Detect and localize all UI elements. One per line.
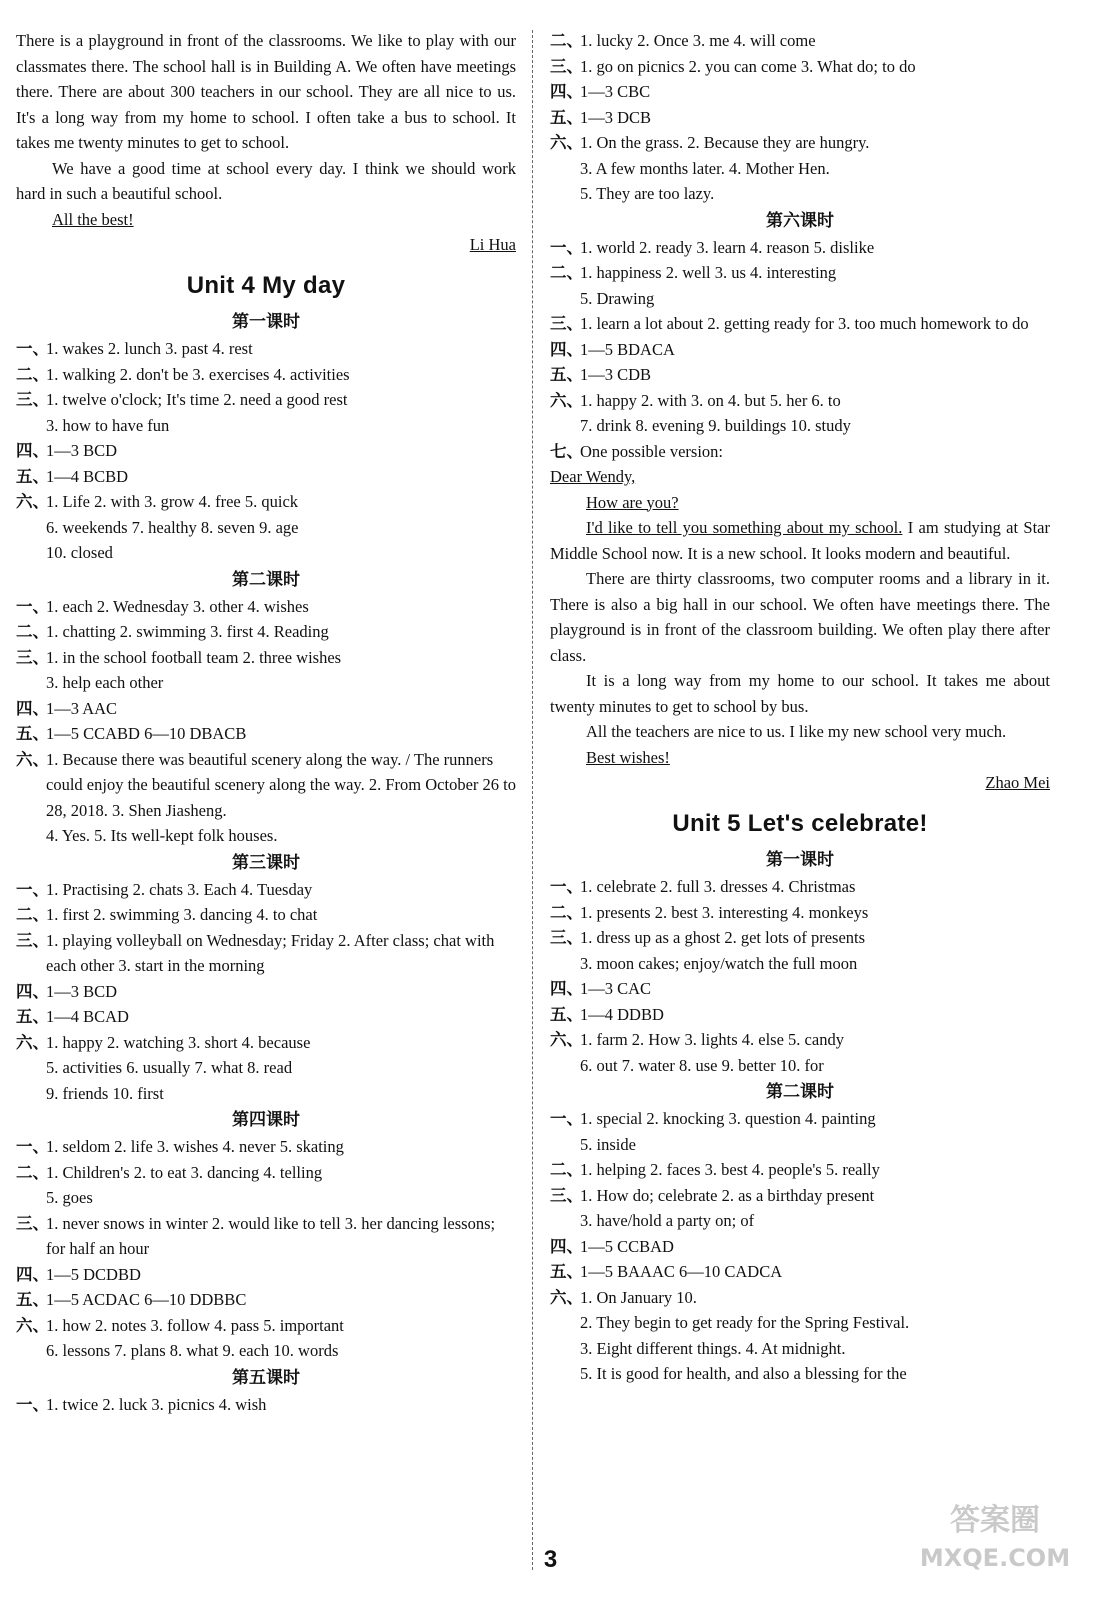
answer-row [550, 1157, 1050, 1183]
section-label: 六、 [16, 1315, 49, 1335]
answer-text: 1—5 CCBAD [580, 1236, 674, 1256]
answer-text: 10. closed [46, 543, 113, 562]
answer-row [550, 439, 1050, 465]
answer-row [16, 928, 516, 979]
answer-text: 3. have/hold a party on; of [580, 1211, 755, 1230]
answer-row [550, 951, 1050, 977]
answer-row [550, 1310, 1050, 1336]
answer-row [16, 1262, 516, 1288]
answer-text: 1. happy 2. watching 3. short 4. because [46, 1032, 311, 1052]
answer-text: One possible version: [580, 441, 723, 461]
section-label: 二、 [550, 263, 583, 282]
answer-row [16, 489, 516, 515]
section-label: 一、 [16, 879, 49, 899]
answer-row [16, 619, 516, 645]
answer-text: 5. It is good for health, and also a blessing for the [580, 1364, 907, 1383]
answer-row [550, 54, 1050, 80]
letter-signature: Zhao Mei [985, 773, 1050, 792]
answer-row [16, 979, 516, 1005]
answer-row [550, 337, 1050, 363]
answer-text: 1. On January 10. [580, 1287, 697, 1307]
section-label: 二、 [550, 1160, 583, 1179]
answer-text: 1. learn a lot about 2. getting ready for 3. too much homework to do [580, 314, 1029, 333]
answer-text: 5. inside [580, 1134, 636, 1154]
answer-text: 1. happy 2. with 3. on 4. but 5. her 6. to [580, 390, 841, 410]
section-label: 二、 [16, 905, 49, 924]
answer-row [16, 1185, 516, 1211]
answer-text: 1. celebrate 2. full 3. dresses 4. Christmas [580, 877, 856, 896]
answer-text: 1. first 2. swimming 3. dancing 4. to chat [46, 905, 318, 924]
answer-row [16, 438, 516, 464]
section-label: 五、 [16, 1007, 49, 1026]
answer-row [16, 362, 516, 388]
answer-row [550, 311, 1050, 337]
answer-text: 1—3 AAC [46, 698, 118, 718]
answer-text: 1. Life 2. with 3. grow 4. free 5. quick [46, 492, 299, 511]
section-label: 五、 [550, 365, 583, 384]
answer-text: 1—4 BCAD [46, 1007, 129, 1026]
answer-row [550, 235, 1050, 261]
section-label: 二、 [16, 364, 49, 384]
answer-row [16, 1313, 516, 1339]
answer-row [16, 594, 516, 620]
answer-text: 5. They are too lazy. [580, 184, 715, 203]
answer-row [550, 286, 1050, 312]
section-label: 一、 [550, 237, 583, 257]
right-column [550, 28, 1050, 1387]
section-label: 一、 [16, 1394, 49, 1414]
lesson-5-answers-continued [550, 28, 1050, 207]
answer-row [550, 1259, 1050, 1285]
section-label: 四、 [550, 1236, 583, 1256]
answer-row [550, 1285, 1050, 1311]
answer-row [16, 540, 516, 566]
lesson-title: 第五课时 [232, 1367, 300, 1388]
section-label: 三、 [550, 928, 583, 947]
answer-row [550, 925, 1050, 951]
answer-text: 1—3 CBC [580, 82, 651, 101]
answer-text: 1—5 ACDAC 6—10 DDBBC [46, 1290, 247, 1309]
answer-row [16, 1211, 516, 1262]
section-label: 四、 [550, 82, 583, 101]
answer-row [550, 1053, 1050, 1079]
section-label: 六、 [550, 133, 583, 152]
answer-text: 1—5 BDACA [580, 339, 675, 359]
answer-text: 1. lucky 2. Once 3. me 4. will come [580, 31, 816, 50]
answer-text: 1. chatting 2. swimming 3. first 4. Reading [46, 622, 329, 641]
section-label: 四、 [16, 1264, 49, 1284]
letter-signature: Li Hua [469, 235, 516, 254]
lesson-title: 第六课时 [766, 210, 834, 231]
answer-text: 1—5 BAAAC 6—10 CADCA [580, 1262, 783, 1281]
section-label: 一、 [16, 339, 49, 358]
answer-text: 1—5 DCDBD [46, 1264, 141, 1284]
answer-row [16, 336, 516, 362]
answer-row [550, 900, 1050, 926]
answer-text: 1. playing volleyball on Wednesday; Friday 2. After class; chat with each other 3. start in the morning [46, 930, 495, 975]
letter-greeting: Dear Wendy, [550, 467, 636, 486]
intro-paragraph-2: We have a good time at school every day. I think we should work hard in such a beautiful school. [16, 158, 516, 203]
answer-row [550, 130, 1050, 156]
answer-row [16, 1081, 516, 1107]
answer-row [550, 156, 1050, 182]
section-label: 三、 [550, 314, 583, 333]
answer-row [16, 645, 516, 671]
answer-text: 6. weekends 7. healthy 8. seven 9. age [46, 517, 299, 537]
left-column [16, 28, 516, 1417]
answer-text: 1. twice 2. luck 3. picnics 4. wish [46, 1394, 267, 1414]
section-label: 三、 [16, 930, 49, 950]
answer-text: 1—3 CAC [580, 979, 652, 998]
lesson-title: 第一课时 [232, 312, 300, 332]
answer-text: 3. moon cakes; enjoy/watch the full moon [580, 953, 858, 973]
answer-text: 1—3 BCD [46, 981, 118, 1001]
answer-row [550, 976, 1050, 1002]
answer-row [16, 413, 516, 439]
letter-paragraph-1: I'd like to tell you something about my school. I am studying at Star Middle School now. It is a new school. It looks modern and beautiful. [550, 518, 1050, 563]
answer-text: 1. farm 2. How 3. lights 4. else 5. candy [580, 1030, 844, 1049]
answer-row [16, 747, 516, 824]
lesson-6-answers [550, 235, 1050, 465]
answer-row [16, 464, 516, 490]
answer-row [16, 1030, 516, 1056]
answer-row [550, 28, 1050, 54]
answer-row [16, 515, 516, 541]
answer-row [550, 362, 1050, 388]
lesson-2-answers [16, 594, 516, 849]
lesson-1-answers [16, 336, 516, 566]
section-label: 四、 [550, 979, 583, 998]
answer-row [550, 1002, 1050, 1028]
watermark-line2: MXQE.COM [919, 1544, 1071, 1572]
section-label: 六、 [550, 1030, 583, 1049]
answer-row [16, 696, 516, 722]
lesson-title: 第三课时 [232, 852, 300, 873]
section-label: 二、 [16, 622, 49, 641]
answer-text: 1. twelve o'clock; It's time 2. need a good rest [46, 390, 348, 409]
answer-text: 1. Practising 2. chats 3. Each 4. Tuesday [46, 879, 313, 899]
answer-text: 1—3 BCD [46, 441, 118, 460]
section-label: 一、 [16, 596, 49, 616]
section-label: 三、 [550, 1185, 583, 1205]
section-label: 一、 [550, 1109, 583, 1128]
answer-text: 1. seldom 2. life 3. wishes 4. never 5. skating [46, 1137, 344, 1156]
section-label: 四、 [16, 981, 49, 1001]
answer-text: 1. Because there was beautiful scenery along the way. / The runners could enjoy the beautiful scenery along the way. 2. From October 26 to 28, 2018. 3. Shen Jiasheng. [46, 749, 516, 820]
intro-paragraph-1: There is a playground in front of the classrooms. We like to play with our classmates there. The school hall is in Building A. We often have meetings there. There are about 300 teachers in our school. They are all nice to us. It's a long way from my home to school. I often take a bus to school. It takes me twenty minutes to get to school. [16, 31, 516, 152]
answer-text: 1. in the school football team 2. three wishes [46, 647, 342, 667]
answer-row [550, 1132, 1050, 1158]
section-label: 六、 [550, 390, 583, 410]
answer-row [16, 877, 516, 903]
answer-row [550, 413, 1050, 439]
section-label: 五、 [16, 1290, 49, 1309]
answer-text: 5. Drawing [580, 288, 655, 308]
answer-row [550, 388, 1050, 414]
answer-text: 1. On the grass. 2. Because they are hungry. [580, 133, 870, 152]
answer-row [550, 79, 1050, 105]
answer-text: 1. go on picnics 2. you can come 3. What do; to do [580, 56, 916, 76]
lesson-title: 第二课时 [232, 569, 300, 590]
watermark-logo [905, 1488, 1085, 1578]
unit5-title: Unit 5 Let's celebrate! [672, 810, 928, 837]
answer-text: 1. world 2. ready 3. learn 4. reason 5. dislike [580, 237, 875, 257]
answer-row [550, 1361, 1050, 1387]
answer-row [550, 1027, 1050, 1053]
section-label: 三、 [16, 1213, 49, 1233]
answer-text: 1. each 2. Wednesday 3. other 4. wishes [46, 596, 309, 616]
answer-text: 3. A few months later. 4. Mother Hen. [580, 158, 830, 178]
answer-row [16, 721, 516, 747]
answer-text: 1—3 CDB [580, 365, 652, 384]
unit5-lesson-1-answers [550, 874, 1050, 1078]
section-label: 六、 [16, 492, 49, 511]
answer-row [550, 1106, 1050, 1132]
answer-text: 1. happiness 2. well 3. us 4. interesting [580, 263, 837, 282]
section-label: 五、 [550, 1004, 583, 1024]
answer-text: 1—4 DDBD [580, 1004, 664, 1024]
answer-row [550, 1336, 1050, 1362]
section-label: 五、 [550, 107, 583, 127]
answer-text: 5. goes [46, 1188, 93, 1207]
answer-row [16, 1392, 516, 1418]
section-label: 五、 [550, 1262, 583, 1281]
letter-closing: All the best! [52, 209, 134, 229]
answer-row [550, 105, 1050, 131]
answer-row [550, 1183, 1050, 1209]
answer-row [16, 1160, 516, 1186]
lesson-title: 第四课时 [232, 1110, 300, 1130]
answer-text: 3. help each other [46, 673, 164, 692]
answer-text: 1. special 2. knocking 3. question 4. painting [580, 1109, 876, 1128]
answer-row [16, 1055, 516, 1081]
answer-text: 2. They begin to get ready for the Spring Festival. [580, 1313, 910, 1332]
answer-row [16, 387, 516, 413]
answer-row [16, 902, 516, 928]
section-label: 四、 [16, 698, 49, 718]
answer-row [550, 874, 1050, 900]
letter-how: How are you? [586, 492, 679, 512]
section-label: 一、 [16, 1137, 49, 1156]
section-label: 一、 [550, 877, 583, 896]
section-label: 七、 [550, 441, 583, 461]
section-label: 六、 [16, 1032, 49, 1052]
answer-row [16, 1338, 516, 1364]
answer-row [16, 670, 516, 696]
letter-paragraph-3: It is a long way from my home to our school. It takes me about twenty minutes to get to school by bus. [550, 671, 1050, 716]
answer-text: 1. presents 2. best 3. interesting 4. monkeys [580, 902, 869, 922]
answer-text: 3. how to have fun [46, 415, 170, 435]
answer-text: 6. lessons 7. plans 8. what 9. each 10. words [46, 1341, 339, 1360]
section-label: 三、 [550, 56, 583, 76]
unit5-lesson-2-answers [550, 1106, 1050, 1387]
section-label: 六、 [16, 749, 49, 769]
section-label: 三、 [16, 390, 49, 409]
section-label: 二、 [550, 31, 583, 50]
page-number: 3 [543, 1546, 558, 1573]
watermark-line1: 答案圈 [950, 1503, 1040, 1538]
answer-text: 1—5 CCABD 6—10 DBACB [46, 724, 247, 743]
answer-text: 1—4 BCBD [46, 466, 129, 486]
answer-text: 6. out 7. water 8. use 9. better 10. for [580, 1055, 824, 1075]
lesson-title: 第一课时 [766, 850, 834, 870]
answer-text: 1. How do; celebrate 2. as a birthday present [580, 1185, 875, 1205]
section-label: 四、 [16, 441, 49, 460]
section-label: 二、 [16, 1162, 49, 1182]
section-label: 五、 [16, 466, 49, 486]
answer-text: 1—3 DCB [580, 107, 652, 127]
section-label: 四、 [550, 339, 583, 359]
letter-paragraph-2: There are thirty classrooms, two computer rooms and a library in it. There is also a big hall in our school. We often have meetings there. The playground is in front of the classroom building. We often play there after class. [550, 569, 1050, 665]
answer-row [550, 181, 1050, 207]
letter-closing: Best wishes! [586, 747, 670, 767]
answer-text: 1. never snows in winter 2. would like to tell 3. her dancing lessons; for half an hour [46, 1213, 496, 1258]
section-label: 五、 [16, 724, 49, 743]
letter-paragraph-4: All the teachers are nice to us. I like my new school very much. [586, 722, 1007, 741]
answer-text: 4. Yes. 5. Its well-kept folk houses. [46, 826, 278, 845]
answer-row [550, 1234, 1050, 1260]
answer-text: 1. how 2. notes 3. follow 4. pass 5. important [46, 1315, 344, 1335]
section-label: 六、 [550, 1287, 583, 1307]
answer-text: 1. walking 2. don't be 3. exercises 4. activities [46, 364, 350, 384]
answer-text: 3. Eight different things. 4. At midnight. [580, 1338, 846, 1358]
answer-text: 7. drink 8. evening 9. buildings 10. study [580, 416, 851, 435]
section-label: 二、 [550, 902, 583, 922]
answer-row [16, 1004, 516, 1030]
unit4-title: Unit 4 My day [186, 272, 346, 299]
lesson-4-answers [16, 1134, 516, 1364]
answer-row [16, 1134, 516, 1160]
answer-row [550, 1208, 1050, 1234]
lesson-title: 第二课时 [766, 1082, 834, 1102]
answer-text: 1. helping 2. faces 3. best 4. people's 5. really [580, 1160, 880, 1179]
answer-text: 9. friends 10. first [46, 1083, 164, 1103]
answer-row [16, 823, 516, 849]
lesson-5-answers [16, 1392, 516, 1418]
answer-row [550, 260, 1050, 286]
answer-row [16, 1287, 516, 1313]
column-divider [532, 30, 533, 1570]
lesson-3-answers [16, 877, 516, 1107]
answer-text: 5. activities 6. usually 7. what 8. read [46, 1058, 293, 1077]
section-label: 三、 [16, 647, 49, 667]
answer-text: 1. wakes 2. lunch 3. past 4. rest [46, 339, 253, 358]
answer-text: 1. dress up as a ghost 2. get lots of presents [580, 928, 866, 947]
answer-text: 1. Children's 2. to eat 3. dancing 4. telling [46, 1162, 323, 1182]
